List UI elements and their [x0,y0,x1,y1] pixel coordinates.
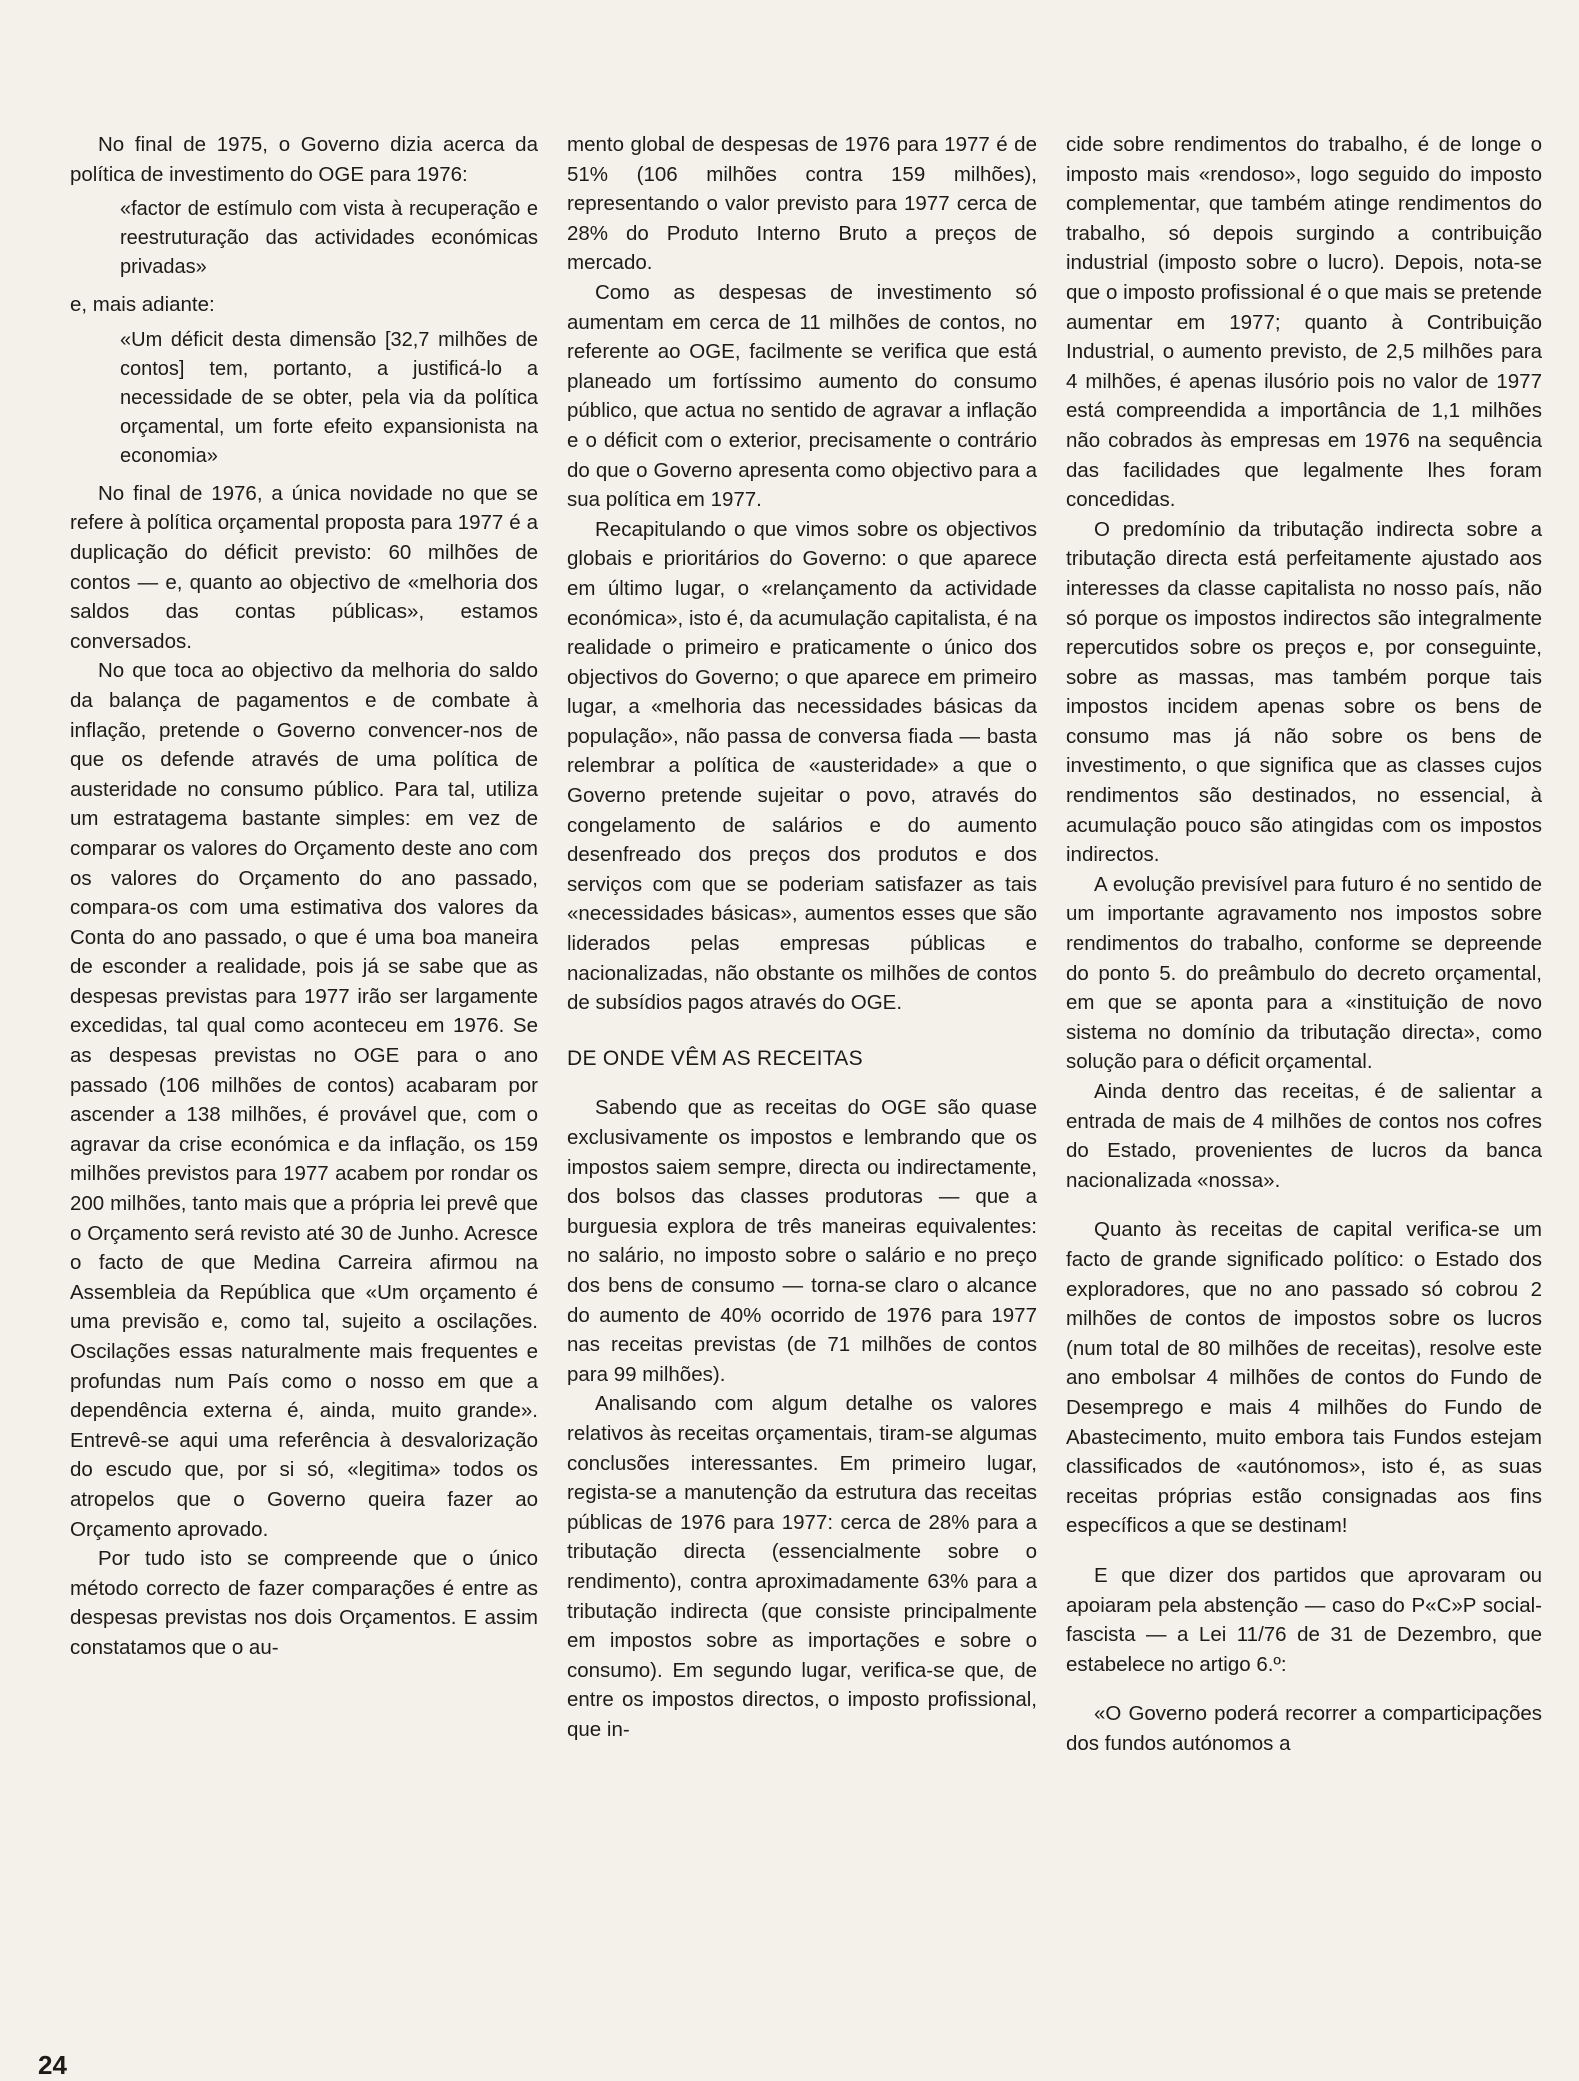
paragraph: No final de 1975, o Governo dizia acerca da política de investimento do OGE para 1976: [70,133,538,186]
page-number: 24 [38,2050,67,2080]
paragraph: E que dizer dos partidos que aprovaram ou apoiaram pela abstenção — caso do P«C»P social-fascista — a Lei 11/76 de 31 de Dezembro, que estabelece no artigo 6.º: [1066,1563,1542,1676]
text-column-2 [567,130,1037,1744]
block-quote: «factor de estímulo com vista à recuperação e reestruturação das actividades económicas privadas» [120,198,538,279]
paragraph: «O Governo poderá recorrer a comparticipações dos fundos autónomos a [1066,1702,1542,1755]
paragraph: Ainda dentro das receitas, é de salientar a entrada de mais de 4 milhões de contos nos cofres do Estado, provenientes de lucros da banca nacionalizada «nossa». [1066,1080,1542,1192]
paragraph: O predomínio da tributação indirecta sobre a tributação directa está perfeitamente ajustado aos interesses da classe capitalista no nosso país, não só porque os impostos indirectos são integralmente repercutidos sobre os preços e, por conseguinte, sobre as massas, mas também porque tais impostos incidem apenas sobre os bens de consumo mas já não sobre os bens de investimento, o que significa que as classes cujos rendimentos são destinados, no essencial, à acumulação pouco são atingidas com os impostos indirectos. [1066,517,1542,867]
text-column-1 [70,130,538,1663]
paragraph: Quanto às receitas de capital verifica-se um facto de grande significado político: o Estado dos exploradores, que no ano passado só cobrou 2 milhões de contos de impostos sobre os lucros (num total de 80 milhões de receitas), resolve este ano embolsar 4 milhões de contos do Fundo de Desemprego e mais 4 milhões do Fundo de Abastecimento, muito embora tais Fundos estejam classificados de «autónomos», isto é, as suas receitas próprias estão consignadas aos fins específicos a que se destinam! [1066,1218,1542,1538]
paragraph: Como as despesas de investimento só aumentam em cerca de 11 milhões de contos, no referente ao OGE, facilmente se verifica que está planeado um fortíssimo aumento do consumo público, que actua no sentido de agravar a inflação e o déficit com o exterior, precisamente o contrário do que o Governo apresenta como objectivo para a sua política em 1977. [567,280,1037,512]
paragraph: Analisando com algum detalhe os valores relativos às receitas orçamentais, tiram-se algumas conclusões interessantes. Em primeiro lugar, regista-se a manutenção da estrutura das receitas públicas de 1976 para 1977: cerca de 28% para a tributação directa (essencialmente sobre o rendimento), contra aproximadamente 63% para a tributação indirecta (que consiste principalmente em impostos sobre as importações e sobre o consumo). Em segundo lugar, verifica-se que, de entre os impostos directos, o imposto profissional, que in- [567,1392,1037,1741]
block-quote: «Um déficit desta dimensão [32,7 milhões de contos] tem, portanto, a justificá-lo a necessidade de se obter, pela via da política orçamental, um forte efeito expansionista na economia» [120,328,538,467]
paragraph: mento global de despesas de 1976 para 1977 é de 51% (106 milhões contra 159 milhões), representando o valor previsto para 1977 cerca de 28% do Produto Interno Bruto a preços de mercado. [567,133,1037,275]
paragraph: e, mais adiante: [70,293,215,317]
text-column-3 [1066,130,1542,1758]
section-heading: DE ONDE VÊM AS RECEITAS [567,1046,863,1070]
paragraph: Sabendo que as receitas do OGE são quase exclusivamente os impostos e lembrando que os impostos saiem sempre, directa ou indirectamente, dos bolsos das classes produtoras — que a burguesia explora de três maneiras equivalentes: no salário, no imposto sobre o salário e no preço dos bens de consumo — torna-se claro o alcance do aumento de 40% ocorrido de 1976 para 1977 nas receitas previstas (de 71 milhões de contos para 99 milhões). [567,1096,1037,1386]
paragraph: A evolução previsível para futuro é no sentido de um importante agravamento nos impostos sobre rendimentos do trabalho, conforme se depreende do ponto 5. do preâmbulo do decreto orçamental, em que se aponta para a «instituição de novo sistema no domínio da tributação directa», como solução para o déficit orçamental. [1066,872,1542,1074]
paragraph: Recapitulando o que vimos sobre os objectivos globais e prioritários do Governo: o que aparece em último lugar, o «relançamento da actividade económica», isto é, da acumulação capitalista, é na realidade o primeiro e praticamente o único dos objectivos do Governo; o que aparece em primeiro lugar, a «melhoria das necessidades básicas da população», não passa de conversa fiada — basta relembrar a política de «austeridade» a que o Governo pretende sujeitar o povo, através do congelamento de salários e do aumento desenfreado dos preços dos produtos e dos serviços com que se poderiam satisfazer as tais «necessidades básicas», aumentos esses que são liderados pelas empresas públicas e nacionalizadas, não obstante os milhões de contos de subsídios pagos através do OGE. [567,517,1037,1015]
paragraph: cide sobre rendimentos do trabalho, é de longe o imposto mais «rendoso», logo seguido do imposto complementar, que também atinge rendimentos do trabalho, só depois surgindo a contribuição industrial (imposto sobre o lucro). Depois, nota-se que o imposto profissional é o que mais se pretende aumentar em 1977; quanto à Contribuição Industrial, o aumento previsto, de 2,5 milhões para 4 milhões, é apenas ilusório pois no valor de 1977 está compreendida a importância de 1,1 milhões não cobrados às empresas em 1976 na sequência das facilidades que legalmente lhes foram concedidas. [1066,133,1542,512]
paragraph: No que toca ao objectivo da melhoria do saldo da balança de pagamentos e de combate à inflação, pretende o Governo convencer-nos de que os defende através de uma política de austeridade no consumo público. Para tal, utiliza um estratagema bastante simples: em vez de comparar os valores do Orçamento deste ano com os valores do Orçamento do ano passado, compara-os com uma estimativa dos valores da Conta do ano passado, o que é uma boa maneira de esconder a realidade, pois já se sabe que as despesas previstas para 1977 irão ser largamente excedidas, tal qual como aconteceu em 1976. Se as despesas previstas no OGE para o ano passado (106 milhões de contos) acabaram por ascender a 138 milhões, é provável que, com o agravar da crise económica e da inflação, os 159 milhões previstos para 1977 acabem por rondar os 200 milhões, tanto mais que a própria lei prevê que o Orçamento será revisto até 30 de Junho. Acresce o facto de que Medina Carreira afirmou na Assembleia da República que «Um orçamento é uma previsão e, como tal, sujeito a oscilações. Oscilações essas naturalmente mais frequentes e profundas num País como o nosso em que a dependência externa é, ainda, muito grande». Entrevê-se aqui uma referência à desvalorização do escudo que, por si só, «legitima» todos os atropelos que o Governo queira fazer ao Orçamento aprovado. [70,659,538,1541]
paragraph: No final de 1976, a única novidade no que se refere à política orçamental proposta para 1977 é a duplicação do déficit previsto: 60 milhões de contos — e, quanto ao objectivo de «melhoria dos saldos das contas públicas», estamos conversados. [70,481,538,653]
paragraph: Por tudo isto se compreende que o único método correcto de fazer comparações é entre as despesas previstas nos dois Orçamentos. E assim constatamos que o au- [70,1547,538,1659]
